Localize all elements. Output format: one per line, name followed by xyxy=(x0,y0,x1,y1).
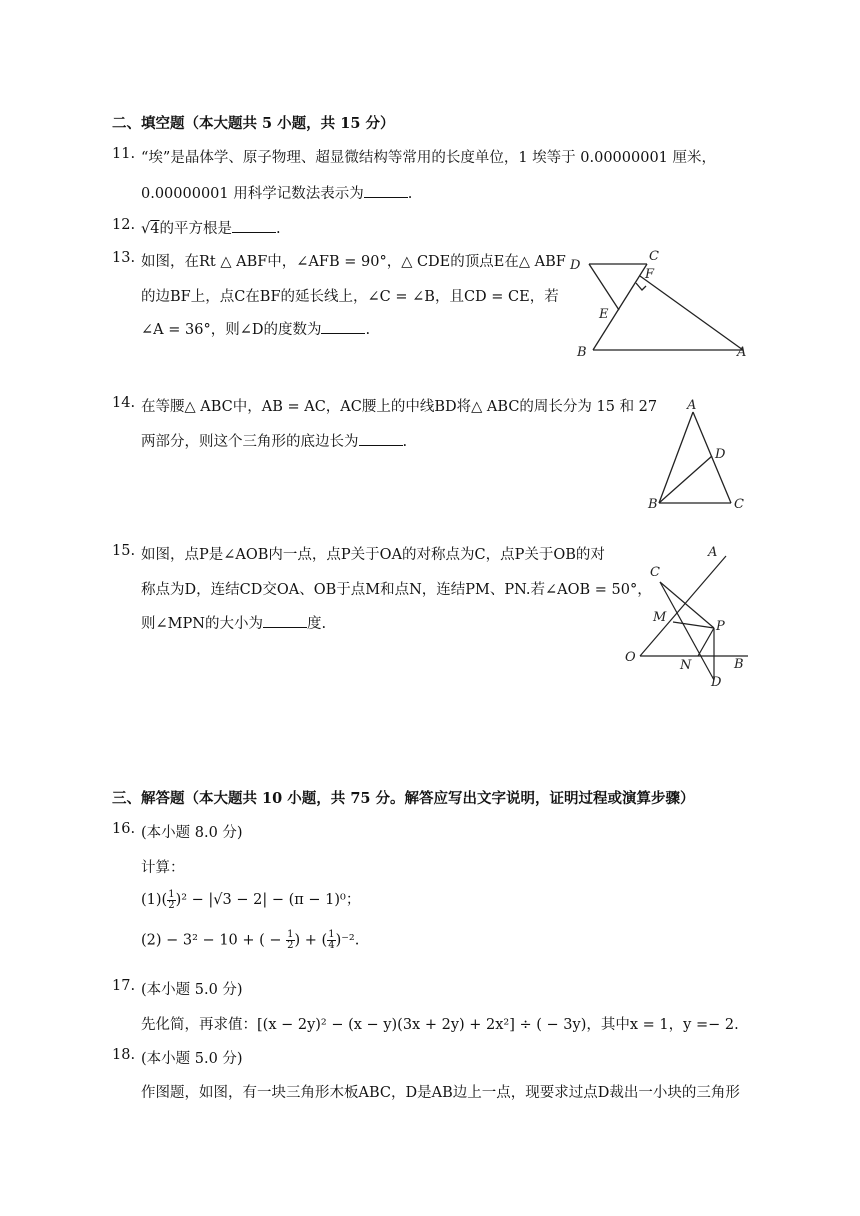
fraction xyxy=(167,890,175,911)
sqrt-symbol: √ xyxy=(141,221,151,237)
question-number: 17. xyxy=(112,978,136,994)
label-f: F xyxy=(645,267,655,282)
question-text: 如图，点P是∠AOB内一点，点P关于OA的对称点为C，点P关于OB的对 xyxy=(141,547,605,563)
question-text-part: . xyxy=(402,434,408,450)
answer-blank[interactable] xyxy=(232,220,276,233)
denominator: 4 xyxy=(328,940,335,951)
question-text: “埃”是晶体学、原子物理、超显微结构等常用的长度单位，1 埃等于 0.00000001 厘米， xyxy=(141,150,717,166)
question-number: 14. xyxy=(112,395,136,411)
label-b: B xyxy=(577,345,587,360)
denominator: 2 xyxy=(287,940,294,951)
answer-blank[interactable] xyxy=(321,321,365,334)
score-note: (本小题 8.0 分) xyxy=(141,825,243,841)
q15-figure xyxy=(622,542,762,692)
q14-figure xyxy=(645,398,755,513)
label-d: D xyxy=(715,447,726,462)
expression-part: )² − |√3 − 2| − (π − 1)⁰； xyxy=(175,892,361,908)
score-note: (本小题 5.0 分) xyxy=(141,982,243,998)
question-number: 11. xyxy=(112,146,136,162)
label-b: B xyxy=(734,657,744,672)
question-text-part: . xyxy=(407,186,413,202)
expression-1 xyxy=(141,888,360,911)
label-c: C xyxy=(650,565,660,580)
question-text: 计算： xyxy=(141,860,185,876)
label-d: D xyxy=(570,258,581,273)
denominator: 2 xyxy=(168,899,175,911)
expression-2 xyxy=(141,930,359,951)
question-text-part: 的平方根是 xyxy=(159,221,232,237)
question-text-part: . xyxy=(365,322,371,338)
question-text xyxy=(141,217,281,238)
answer-blank[interactable] xyxy=(359,433,403,446)
question-text: 的边BF上，点C在BF的延长线上，∠C = ∠B，且CD = CE，若 xyxy=(141,289,559,305)
answer-blank[interactable] xyxy=(364,185,408,198)
fraction xyxy=(327,930,335,951)
fraction xyxy=(286,930,294,951)
label-m: M xyxy=(653,610,667,625)
label-a: A xyxy=(687,398,697,413)
label-a: A xyxy=(708,545,718,560)
numerator: 1 xyxy=(287,929,294,940)
expression-part: (1)( xyxy=(141,892,168,908)
question-text xyxy=(141,318,370,339)
question-text-part: 则∠MPN的大小为 xyxy=(141,616,263,632)
label-e: E xyxy=(599,307,609,322)
expression-part: ) + ( xyxy=(294,932,328,949)
label-n: N xyxy=(680,658,692,673)
label-c: C xyxy=(649,249,659,264)
q13-figure xyxy=(565,248,765,363)
question-text-part: ∠A = 36°，则∠D的度数为 xyxy=(141,322,322,338)
question-text-part: 0.00000001 用科学记数法表示为 xyxy=(141,186,364,202)
question-number: 15. xyxy=(112,543,136,559)
question-number: 18. xyxy=(112,1047,136,1063)
question-text: 在等腰△ ABC中，AB = AC，AC腰上的中线BD将△ ABC的周长分为 15 和 27 xyxy=(141,399,658,415)
answer-blank[interactable] xyxy=(263,615,307,628)
score-note: (本小题 5.0 分) xyxy=(141,1051,243,1067)
label-p: P xyxy=(716,619,725,634)
question-number: 16. xyxy=(112,821,136,837)
question-number: 12. xyxy=(112,217,136,233)
section-heading: 三、解答题（本大题共 10 小题，共 75 分。解答应写出文字说明，证明过程或演算步骤） xyxy=(112,790,695,807)
question-text: 如图，在Rt △ ABF中，∠AFB = 90°，△ CDE的顶点E在△ ABF xyxy=(141,254,566,270)
question-text: 作图题，如图，有一块三角形木板ABC，D是AB边上一点，现要求过点D裁出一小块的三角形 xyxy=(141,1085,740,1101)
question-text xyxy=(141,430,407,451)
radicand: 4 xyxy=(150,221,160,237)
label-a: A xyxy=(737,345,747,360)
label-d: D xyxy=(711,675,722,690)
question-number: 13. xyxy=(112,250,136,266)
question-text: 先化简，再求值：[(x − 2y)² − (x − y)(3x + 2y) + 2x²] ÷ ( − 3y)，其中x = 1，y =− 2. xyxy=(141,1017,739,1033)
expression-part: )⁻². xyxy=(335,932,360,949)
question-text-part: . xyxy=(275,221,281,237)
label-o: O xyxy=(625,650,636,665)
question-text: 称点为D，连结CD交OA、OB于点M和点N，连结PM、PN.若∠AOB = 50°， xyxy=(141,582,652,598)
numerator: 1 xyxy=(168,888,175,900)
section-heading: 二、填空题（本大题共 5 小题，共 15 分） xyxy=(112,115,395,132)
expression-part: (2) − 3² − 10 + ( − xyxy=(141,932,287,949)
label-c: C xyxy=(734,497,744,512)
question-text xyxy=(141,612,326,633)
question-text xyxy=(141,182,412,203)
question-text-part: 度. xyxy=(306,616,327,632)
label-b: B xyxy=(648,497,658,512)
question-text-part: 两部分，则这个三角形的底边长为 xyxy=(141,434,359,450)
numerator: 1 xyxy=(328,929,335,940)
